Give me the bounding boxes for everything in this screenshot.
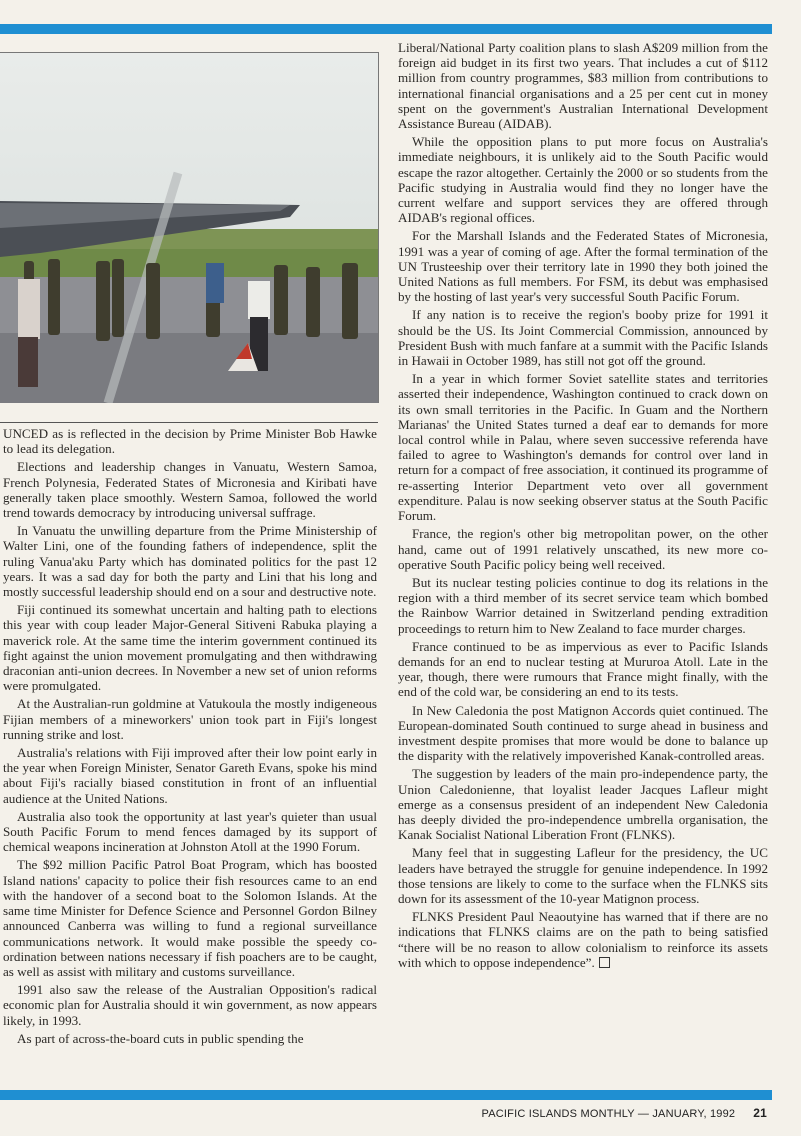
last-paragraph — [398, 909, 768, 970]
paragraph: But its nuclear testing policies continue to dog its relations in the region with a third member of its secret service team which bombed the Rainbow Warrior detained in Switzerland pending extradition proceedings to return him to New Zealand to face murder charges. — [398, 574, 768, 636]
paragraph: 1991 also saw the release of the Australian Opposition's radical economic plan for Australia should it win government, as now appears likely, in 1993. — [3, 982, 377, 1028]
right-column — [398, 40, 768, 973]
left-column — [3, 426, 377, 1049]
paragraph: At the Australian-run goldmine at Vatukoula the mostly indigeneous Fijian members of a mineworkers' union took part in Fiji's longest running strike and lost. — [3, 696, 377, 742]
paragraph: In New Caledonia the post Matignon Accords quiet continued. The European-dominated South continued to surge ahead in business and investment despite promises that more would be done to balance up the disparity with the relatively impoverished Kanak-controlled areas. — [398, 702, 768, 764]
paragraph: As part of across-the-board cuts in public spending the — [17, 1030, 304, 1046]
paragraph: Liberal/National Party coalition plans to slash A$209 million from the foreign aid budget in its first two years. That includes a cut of $112 million from country programmes, $83 million from contributions to international financial organisations and a 25 per cent cut in money spent on the government's Australian International Development Assistance Bureau (AIDAB). — [398, 40, 768, 132]
paragraph: Elections and leadership changes in Vanuatu, Western Samoa, French Polynesia, Federated States of Micronesia and Kiribati have generally taken place smoothly. Western Samoa, followed the world trend towards democracy by introducing universal suffrage. — [3, 459, 377, 521]
paragraph: In Vanuatu the unwilling departure from the Prime Ministership of Walter Lini, one of the founding fathers of independence, split the ruling Vanua'aku Party which has dominated politics for the past 12 years. It was a sad day for both the party and Lini that his long and mostly successful leadership should end on a sour and destructive note. — [3, 523, 377, 600]
paragraph: France continued to be as impervious as ever to Pacific Islands demands for an end to nuclear testing at Mururoa Atoll. Late in the year, though, there were rumours that France might finally, with the end of the cold war, be considering an end to its tests. — [398, 638, 768, 700]
paragraph: Fiji continued its somewhat uncertain and halting path to elections this year with coup leader Major-General Sitiveni Rabuka playing a maverick role. At the same time the interim government continued its fight against the union movement promulgating and then withdrawing draconian anti-union decrees. In November a new set of union reforms were promulgated. — [3, 602, 377, 694]
paragraph: The suggestion by leaders of the main pro-independence party, the Union Caledonienne, that loyalist leader Jacques Lafleur might emerge as a consensus president of an independent New Caledonia has deeply divided the pro-independence umbrella organisation, the Kanak Socialist National Liberation Front (FLNKS). — [398, 766, 768, 843]
paragraph: Australia also took the opportunity at last year's quieter than usual South Pacific Forum to mend fences damaged by its support of chemical weapons incineration at Johnston Atoll at the 1990 Forum. — [3, 808, 377, 855]
paragraph: For the Marshall Islands and the Federated States of Micronesia, 1991 was a year of coming of age. After the formal termination of the UN Trusteeship over their territory late in 1990 they both joined the United Nations as full members. For FSM, its debut was emphasised by the hosting of last year's very successful South Pacific Forum. — [398, 228, 768, 305]
photo-airport-soldiers-icon — [0, 53, 378, 403]
end-of-article-icon — [599, 957, 610, 968]
paragraph: UNCED as is reflected in the decision by Prime Minister Bob Hawke to lead its delegation. — [3, 426, 377, 457]
paragraph: The $92 million Pacific Patrol Boat Program, which has boosted Island nations' capacity to police their fish resources came to an end with the handover of a second boat to the Solomon Islands. At the same time Minister for Defence Science and Personnel Gordon Bilney announced Canberra was willing to fund a regional surveillance communications network. It would make possible the speedy co-ordination between nations necessary if fish poachers are to be caught, as well as assist with military and customs surveillance. — [3, 857, 377, 979]
paragraph: In a year in which former Soviet satellite states and territories asserted their independence, Washington continued to crack down on its own small territories in the Pacific. In Guam and the Northern Marianas' the United States turned a deaf ear to demands for more local control while in Palau, where seven successive referenda have failed to agree to Washington's demands for control over land in return for a compact of free association, it continued its programme of re-asserting Interior Department veto over all government expenditure. Palau is now seeking observer status at the South Pacific Forum. — [398, 371, 768, 524]
page-footer — [482, 1106, 768, 1120]
article-photo — [0, 52, 379, 403]
bottom-accent-bar — [0, 1090, 772, 1100]
paragraph: Many feel that in suggesting Lafleur for the presidency, the UC leaders have betrayed the struggle for genuine independence. In 1992 those tensions are likely to come to the surface when the FLNKS sits down for its assessment of the 10-year Matignon process. — [398, 845, 768, 906]
publication-line: PACIFIC ISLANDS MONTHLY — JANUARY, 1992 — [481, 1108, 736, 1120]
top-accent-bar — [0, 24, 772, 34]
paragraph-text: FLNKS President Paul Neaoutyine has warned that if there are no indications that FLNKS claims are on the path to being satisfied “there will be no reason to allow colonialism to reinforce its assets with which to oppose independence”. — [398, 909, 768, 970]
paragraph: France, the region's other big metropolitan power, on the other hand, came out of 1991 relatively unscathed, its new more co-operative South Pacific policy being well received. — [398, 526, 768, 572]
page-number: 21 — [753, 1106, 767, 1120]
paragraph: If any nation is to receive the region's booby prize for 1991 it should be the US. Its Joint Commercial Commission, announced by President Bush with much fanfare at a summit with the Pacific Islands in Hawaii in October 1989, has still not got off the ground. — [398, 307, 768, 369]
paragraph: Australia's relations with Fiji improved after their low point early in the year when Foreign Minister, Senator Gareth Evans, spoke his mind about Fiji's racially biased constitution in front of an influential audience at the United Nations. — [3, 745, 377, 806]
photo-caption-rule — [0, 422, 378, 423]
paragraph: While the opposition plans to put more focus on Australia's immediate neighbours, it is unlikely aid to the South Pacific would escape the razor altogether. Certainly the 2000 or so students from the Pacific studying in Australia would find they no longer have the current welfare and support services they are offered through AIDAB's regional offices. — [398, 134, 768, 226]
